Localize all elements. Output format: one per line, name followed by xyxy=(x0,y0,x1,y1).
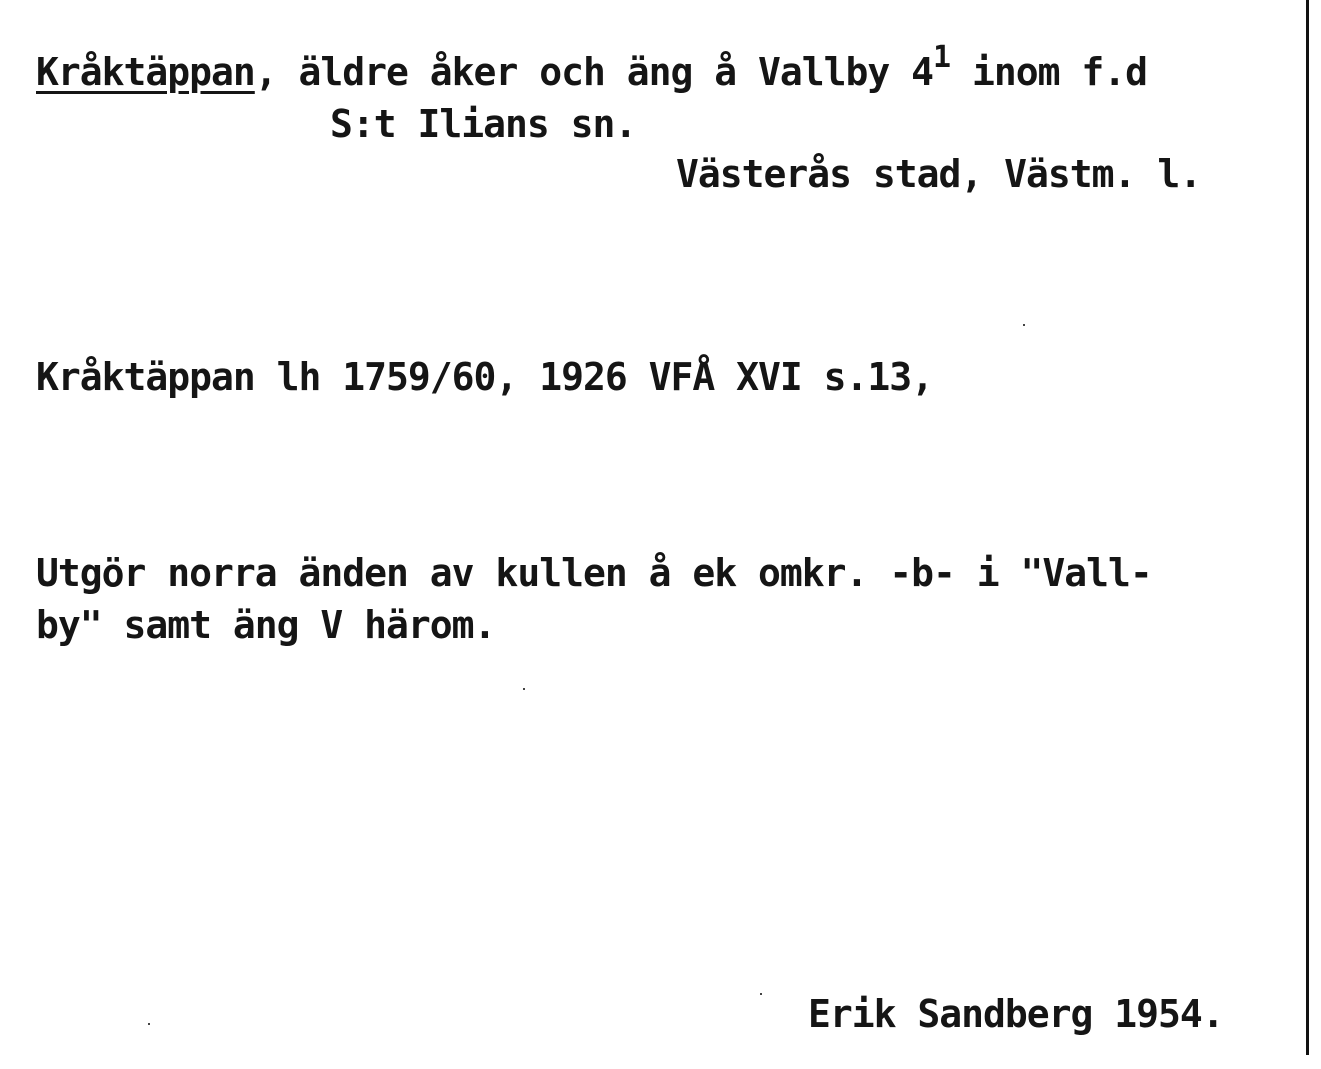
card-edge-line xyxy=(1306,0,1309,1055)
header-text-part2: inom f.d xyxy=(950,50,1147,94)
paper-speck xyxy=(760,993,762,995)
parish-line: S:t Ilians sn. xyxy=(330,102,637,146)
description-line-2: by" samt äng V härom. xyxy=(36,603,496,647)
header-text-part1: , äldre åker och äng å Vallby 4 xyxy=(254,50,933,94)
place-line: Västerås stad, Västm. l. xyxy=(676,152,1202,196)
header-line xyxy=(36,40,1147,98)
place-name-keyword: Kråktäppan xyxy=(36,50,255,94)
paper-speck xyxy=(523,688,525,690)
paper-speck xyxy=(1023,324,1025,326)
paper-speck xyxy=(148,1023,150,1025)
description-line-1: Utgör norra änden av kullen å ek omkr. -b- i "Vall- xyxy=(36,551,1152,595)
header-superscript: 1 xyxy=(933,40,951,75)
signature: Erik Sandberg 1954. xyxy=(808,992,1224,1036)
source-reference: Kråktäppan lh 1759/60, 1926 VFÅ XVI s.13, xyxy=(36,355,933,399)
